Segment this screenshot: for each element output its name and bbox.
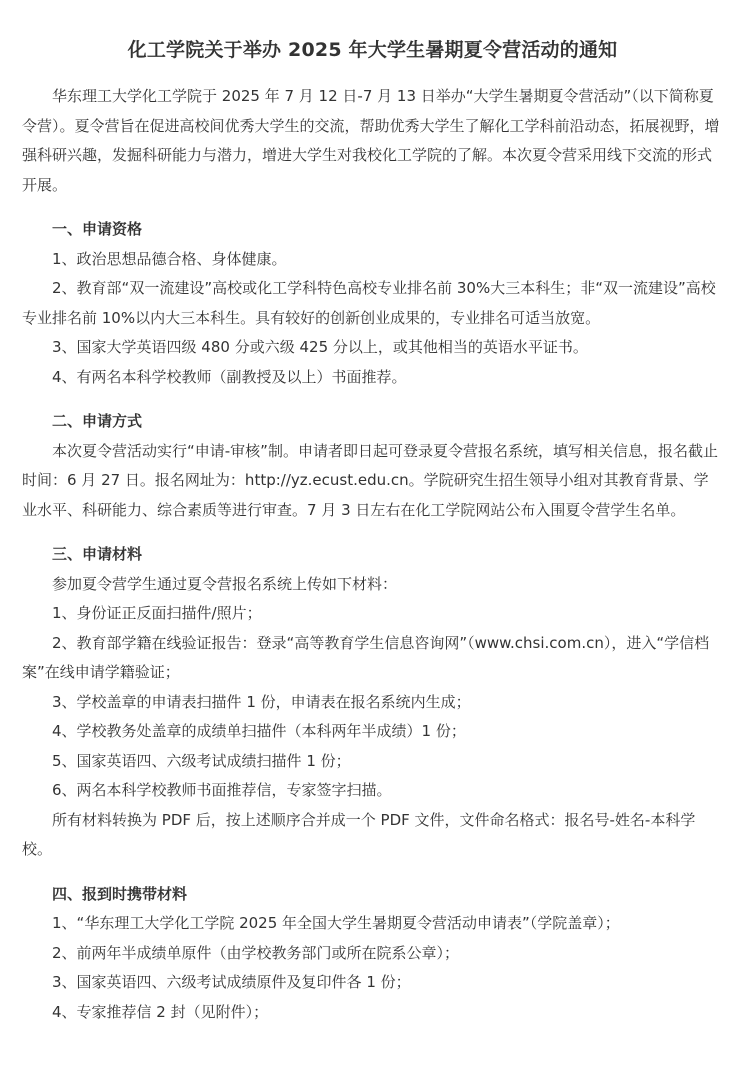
section-heading-application-method: 二、申请方式 xyxy=(52,412,143,430)
materials-item: 6、两名本科学校教师书面推荐信，专家签字扫描。 xyxy=(52,781,392,799)
materials-item: 1、身份证正反面扫描件/照片； xyxy=(52,604,262,622)
section-heading-checkin-materials: 四、报到时携带材料 xyxy=(52,884,188,903)
eligibility-item: 4、有两名本科学校教师（副教授及以上）书面推荐。 xyxy=(52,367,407,386)
eligibility-item: 3、国家大学英语四级 480 分或六级 425 分以上，或其他相当的英语水平证书。 xyxy=(52,338,588,356)
materials-item: 4、学校教务处盖章的成绩单扫描件（本科两年半成绩）1 份； xyxy=(52,722,466,740)
section-heading-materials: 三、申请材料 xyxy=(52,545,143,563)
materials-item: 3、学校盖章的申请表扫描件 1 份，申请表在报名系统内生成； xyxy=(52,692,471,711)
materials-item: 2、教育部学籍在线验证报告：登录“高等教育学生信息咨询网”（www.chsi.com.cn），进入“学信档案”在线申请学籍验证； xyxy=(22,633,710,681)
checkin-item: 1、“华东理工大学化工学院 2025 年全国大学生暑期夏令营活动申请表”（学院盖章）； xyxy=(52,914,620,932)
eligibility-item: 2、教育部“双一流建设”高校或化工学科特色高校专业排名前 30%大三本科生；非“双一流建设”高校专业排名前 10%以内大三本科生。具有较好的创新创业成果的，专业排名可适当放宽。 xyxy=(22,279,716,327)
materials-item: 5、国家英语四、六级考试成绩扫描件 1 份； xyxy=(52,751,351,770)
materials-lead: 参加夏令营学生通过夏令营报名系统上传如下材料： xyxy=(52,574,398,593)
page-title: 化工学院关于举办 2025 年大学生暑期夏令营活动的通知 xyxy=(127,39,618,61)
checkin-item: 2、前两年半成绩单原件（由学校教务部门或所在院系公章）； xyxy=(52,943,460,962)
eligibility-item: 1、政治思想品德合格、身体健康。 xyxy=(52,249,287,268)
application-method-paragraph: 本次夏令营活动实行“申请-审核”制。申请者即日起可登录夏令营报名系统，填写相关信息，报名截止时间：6 月 27 日。报名网址为：http://yz.ecust.edu.cn。学院研究生招生领导小组对其教育背景、学业水平、科研能力、综合素质等进行审查。7 月 3 日左右在化工学院网站公布入围夏令营学生名单。 xyxy=(22,441,718,519)
checkin-item: 3、国家英语四、六级考试成绩原件及复印件各 1 份； xyxy=(52,973,411,991)
materials-note: 所有材料转换为 PDF 后，按上述顺序合并成一个 PDF 文件，文件命名格式：报名号-姓名-本科学校。 xyxy=(22,810,696,858)
section-heading-eligibility: 一、申请资格 xyxy=(52,220,143,238)
checkin-item: 4、专家推荐信 2 封（见附件）； xyxy=(52,1002,269,1021)
intro-paragraph: 华东理工大学化工学院于 2025 年 7 月 12 日-7 月 13 日举办“大学生暑期夏令营活动”（以下简称夏令营）。夏令营旨在促进高校间优秀大学生的交流，帮助优秀大学生了解化工学科前沿动态，拓展视野，增强科研兴趣，发掘科研能力与潜力，增进大学生对我校化工学院的了解。本次夏令营采用线下交流的形式开展。 xyxy=(22,87,720,194)
